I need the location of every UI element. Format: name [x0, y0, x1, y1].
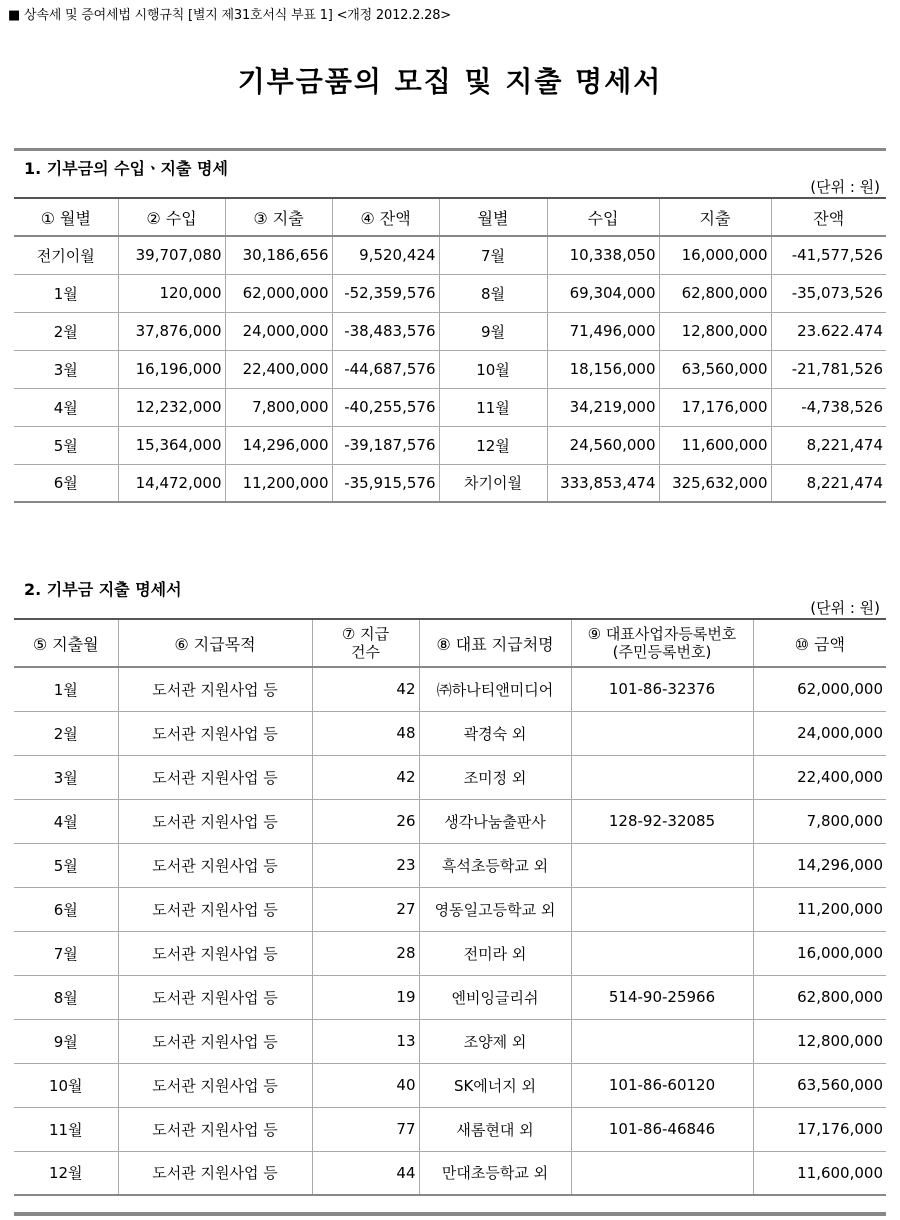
header-balance-2: 잔액 [771, 198, 886, 236]
table-row [14, 1151, 886, 1195]
cell-month: 2월 [14, 312, 118, 350]
cell-count: 26 [312, 799, 419, 843]
cell-regno: 101-86-32376 [571, 667, 753, 711]
cell-balance: -44,687,576 [332, 350, 439, 388]
cell-expense: 11,200,000 [225, 464, 332, 502]
cell-count: 13 [312, 1019, 419, 1063]
cell-balance: -38,483,576 [332, 312, 439, 350]
cell-regno: 101-86-46846 [571, 1107, 753, 1151]
cell-recipient: ㈜하나티앤미디어 [419, 667, 571, 711]
cell-amount: 7,800,000 [753, 799, 886, 843]
cell-purpose: 도서관 지원사업 등 [118, 1019, 312, 1063]
cell-purpose: 도서관 지원사업 등 [118, 975, 312, 1019]
cell-regno: 128-92-32085 [571, 799, 753, 843]
table-row [14, 711, 886, 755]
cell-recipient: 새롬현대 외 [419, 1107, 571, 1151]
cell-regno [571, 887, 753, 931]
cell-income-2: 71,496,000 [547, 312, 659, 350]
cell-recipient: 곽경숙 외 [419, 711, 571, 755]
cell-expense-month: 3월 [14, 755, 118, 799]
cell-income-2: 34,219,000 [547, 388, 659, 426]
cell-amount: 11,200,000 [753, 887, 886, 931]
cell-income: 14,472,000 [118, 464, 225, 502]
cell-expense-month: 8월 [14, 975, 118, 1019]
cell-amount: 14,296,000 [753, 843, 886, 887]
cell-month-2: 9월 [439, 312, 547, 350]
header-regno-line2: (주민등록번호) [612, 643, 712, 661]
cell-regno [571, 1019, 753, 1063]
cell-balance: -52,359,576 [332, 274, 439, 312]
cell-amount: 62,000,000 [753, 667, 886, 711]
cell-month: 1월 [14, 274, 118, 312]
cell-amount: 16,000,000 [753, 931, 886, 975]
cell-recipient: SK에너지 외 [419, 1063, 571, 1107]
table-row [14, 236, 886, 274]
cell-count: 19 [312, 975, 419, 1019]
cell-amount: 11,600,000 [753, 1151, 886, 1195]
table-row [14, 755, 886, 799]
header-recipient: ⑧ 대표 지급처명 [419, 619, 571, 667]
cell-expense-month: 6월 [14, 887, 118, 931]
cell-income-2: 18,156,000 [547, 350, 659, 388]
table-row [14, 350, 886, 388]
cell-expense-month: 4월 [14, 799, 118, 843]
income-expense-table [14, 197, 886, 503]
cell-balance: 9,520,424 [332, 236, 439, 274]
table-row [14, 312, 886, 350]
table-row [14, 799, 886, 843]
section-divider [14, 148, 886, 151]
cell-amount: 22,400,000 [753, 755, 886, 799]
cell-expense: 7,800,000 [225, 388, 332, 426]
cell-expense-month: 2월 [14, 711, 118, 755]
cell-amount: 24,000,000 [753, 711, 886, 755]
cell-income: 12,232,000 [118, 388, 225, 426]
cell-expense-month: 12월 [14, 1151, 118, 1195]
cell-regno [571, 711, 753, 755]
cell-expense-month: 9월 [14, 1019, 118, 1063]
cell-purpose: 도서관 지원사업 등 [118, 1107, 312, 1151]
header-count-line2: 건수 [351, 643, 380, 661]
cell-purpose: 도서관 지원사업 등 [118, 711, 312, 755]
table-row [14, 464, 886, 502]
header-balance: ④ 잔액 [332, 198, 439, 236]
cell-regno: 514-90-25966 [571, 975, 753, 1019]
cell-expense-2: 62,800,000 [659, 274, 771, 312]
cell-income: 15,364,000 [118, 426, 225, 464]
cell-income: 37,876,000 [118, 312, 225, 350]
cell-recipient: 흑석초등학교 외 [419, 843, 571, 887]
header-regno [571, 619, 753, 667]
cell-purpose: 도서관 지원사업 등 [118, 799, 312, 843]
cell-recipient: 조미정 외 [419, 755, 571, 799]
cell-expense-2: 325,632,000 [659, 464, 771, 502]
section1-heading: 1. 기부금의 수입ㆍ지출 명세 [24, 159, 228, 178]
cell-regno: 101-86-60120 [571, 1063, 753, 1107]
cell-regno [571, 843, 753, 887]
cell-month-2: 7월 [439, 236, 547, 274]
expense-detail-table [14, 618, 886, 1196]
cell-count: 28 [312, 931, 419, 975]
cell-count: 42 [312, 755, 419, 799]
header-purpose: ⑥ 지급목적 [118, 619, 312, 667]
cell-expense-month: 7월 [14, 931, 118, 975]
table-row [14, 931, 886, 975]
cell-expense: 30,186,656 [225, 236, 332, 274]
header-amount: ⑩ 금액 [753, 619, 886, 667]
header-month: ① 월별 [14, 198, 118, 236]
header-income: ② 수입 [118, 198, 225, 236]
cell-expense-2: 63,560,000 [659, 350, 771, 388]
header-expense-2: 지출 [659, 198, 771, 236]
cell-balance-2: -35,073,526 [771, 274, 886, 312]
cell-expense-month: 10월 [14, 1063, 118, 1107]
cell-recipient: 영동일고등학교 외 [419, 887, 571, 931]
cell-regno [571, 755, 753, 799]
cell-count: 40 [312, 1063, 419, 1107]
table-row [14, 1063, 886, 1107]
cell-balance: -40,255,576 [332, 388, 439, 426]
cell-recipient: 전미라 외 [419, 931, 571, 975]
table-row [14, 887, 886, 931]
cell-expense-month: 11월 [14, 1107, 118, 1151]
table-row [14, 1019, 886, 1063]
cell-recipient: 생각나눔출판사 [419, 799, 571, 843]
cell-purpose: 도서관 지원사업 등 [118, 667, 312, 711]
cell-balance: -39,187,576 [332, 426, 439, 464]
cell-recipient: 만대초등학교 외 [419, 1151, 571, 1195]
table-header-row [14, 198, 886, 236]
cell-expense-2: 16,000,000 [659, 236, 771, 274]
cell-count: 48 [312, 711, 419, 755]
cell-amount: 12,800,000 [753, 1019, 886, 1063]
header-month-2: 월별 [439, 198, 547, 236]
cell-income: 39,707,080 [118, 236, 225, 274]
header-expense-month: ⑤ 지출월 [14, 619, 118, 667]
cell-income-2: 24,560,000 [547, 426, 659, 464]
header-count [312, 619, 419, 667]
cell-purpose: 도서관 지원사업 등 [118, 1063, 312, 1107]
table-row [14, 843, 886, 887]
cell-expense-2: 17,176,000 [659, 388, 771, 426]
cell-month: 4월 [14, 388, 118, 426]
cell-balance-2: -21,781,526 [771, 350, 886, 388]
cell-purpose: 도서관 지원사업 등 [118, 755, 312, 799]
cell-month-2: 12월 [439, 426, 547, 464]
cell-count: 42 [312, 667, 419, 711]
header-expense: ③ 지출 [225, 198, 332, 236]
cell-amount: 63,560,000 [753, 1063, 886, 1107]
cell-purpose: 도서관 지원사업 등 [118, 931, 312, 975]
cell-month: 전기이월 [14, 236, 118, 274]
page-title: 기부금품의 모집 및 지출 명세서 [237, 65, 663, 98]
cell-count: 27 [312, 887, 419, 931]
header-count-line1: ⑦ 지급 [341, 625, 390, 643]
cell-month-2: 11월 [439, 388, 547, 426]
cell-count: 44 [312, 1151, 419, 1195]
header-regno-line1: ⑨ 대표사업자등록번호 [587, 625, 737, 643]
bottom-divider [14, 1212, 886, 1216]
cell-month: 3월 [14, 350, 118, 388]
cell-income: 16,196,000 [118, 350, 225, 388]
table-row [14, 1107, 886, 1151]
cell-count: 23 [312, 843, 419, 887]
cell-purpose: 도서관 지원사업 등 [118, 1151, 312, 1195]
table-header-row [14, 619, 886, 667]
cell-month: 5월 [14, 426, 118, 464]
cell-balance-2: 23.622.474 [771, 312, 886, 350]
cell-count: 77 [312, 1107, 419, 1151]
form-reference-note: ■ 상속세 및 증여세법 시행규칙 [별지 제31호서식 부표 1] <개정 2012.2.28> [8, 8, 451, 23]
cell-income: 120,000 [118, 274, 225, 312]
cell-expense-2: 12,800,000 [659, 312, 771, 350]
section2-heading: 2. 기부금 지출 명세서 [24, 580, 182, 599]
cell-expense: 14,296,000 [225, 426, 332, 464]
table-row [14, 388, 886, 426]
table-row [14, 667, 886, 711]
cell-purpose: 도서관 지원사업 등 [118, 887, 312, 931]
cell-balance-2: 8,221,474 [771, 426, 886, 464]
cell-balance: -35,915,576 [332, 464, 439, 502]
cell-income-2: 10,338,050 [547, 236, 659, 274]
table-row [14, 426, 886, 464]
section2-unit: (단위 : 원) [810, 599, 880, 617]
cell-regno [571, 931, 753, 975]
cell-expense-month: 5월 [14, 843, 118, 887]
cell-month: 6월 [14, 464, 118, 502]
cell-amount: 17,176,000 [753, 1107, 886, 1151]
cell-balance-2: 8,221,474 [771, 464, 886, 502]
cell-income-2: 333,853,474 [547, 464, 659, 502]
cell-recipient: 엔비잉글리쉬 [419, 975, 571, 1019]
cell-expense: 24,000,000 [225, 312, 332, 350]
table-row [14, 975, 886, 1019]
cell-income-2: 69,304,000 [547, 274, 659, 312]
cell-expense-month: 1월 [14, 667, 118, 711]
cell-month-2: 10월 [439, 350, 547, 388]
cell-expense: 62,000,000 [225, 274, 332, 312]
cell-balance-2: -4,738,526 [771, 388, 886, 426]
cell-month-2: 8월 [439, 274, 547, 312]
cell-month-2: 차기이월 [439, 464, 547, 502]
cell-purpose: 도서관 지원사업 등 [118, 843, 312, 887]
header-income-2: 수입 [547, 198, 659, 236]
cell-expense-2: 11,600,000 [659, 426, 771, 464]
cell-balance-2: -41,577,526 [771, 236, 886, 274]
section1-unit: (단위 : 원) [810, 178, 880, 196]
cell-amount: 62,800,000 [753, 975, 886, 1019]
cell-recipient: 조양제 외 [419, 1019, 571, 1063]
cell-expense: 22,400,000 [225, 350, 332, 388]
cell-regno [571, 1151, 753, 1195]
table-row [14, 274, 886, 312]
